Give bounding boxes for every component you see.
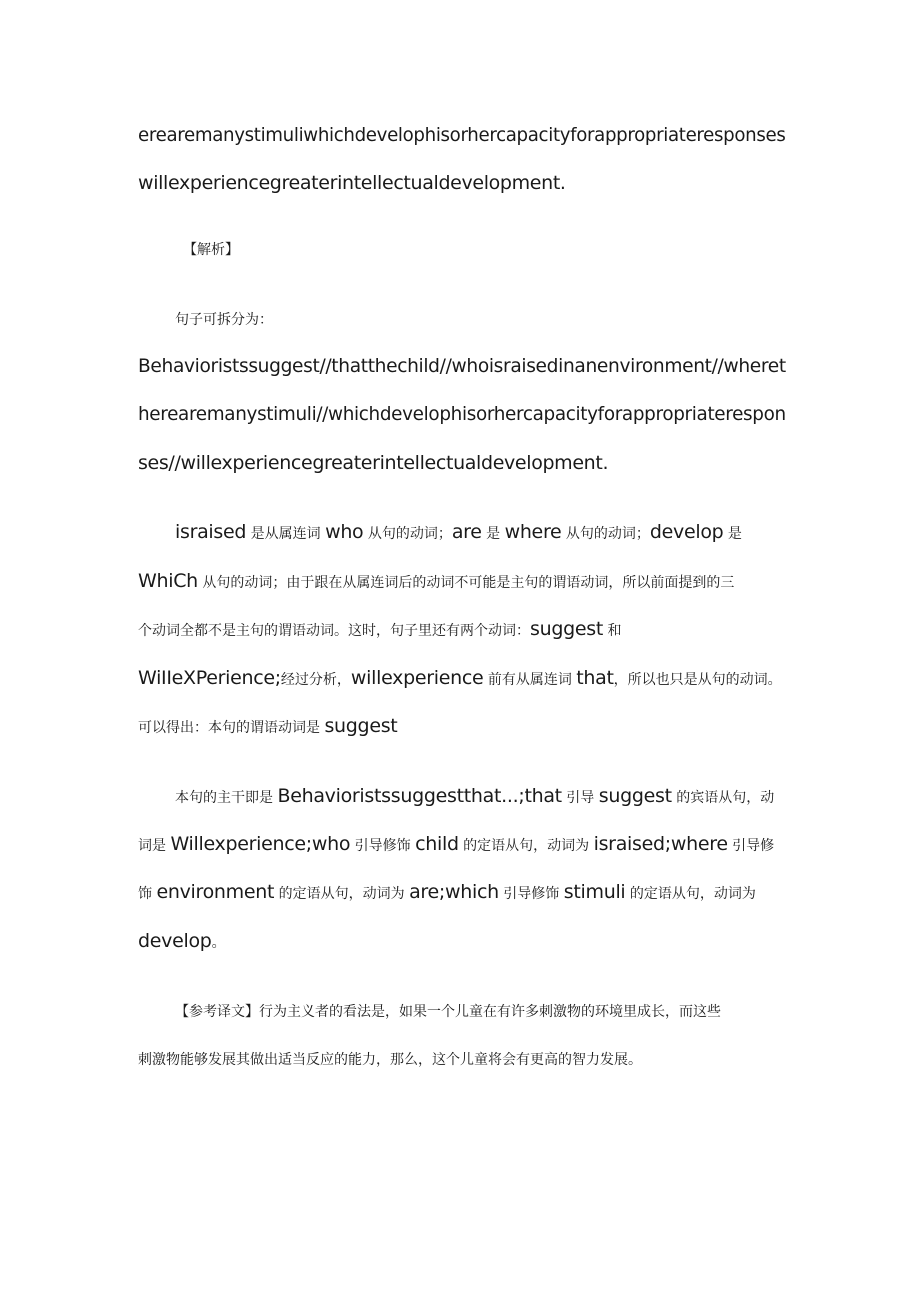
split-line-1: Behavioristssuggest//thatthechild//whoisraisedinanenvironment//wheret [138, 355, 786, 377]
main-line-3 [138, 883, 756, 902]
main-line-2 [138, 835, 774, 854]
verbs-l1-9: 是 [723, 526, 742, 542]
verbs-l1-7: 从句的动词； [561, 526, 650, 542]
main-l2-2: 引导修饰 [350, 838, 416, 854]
split-intro: 句子可拆分为： [175, 312, 273, 328]
main-l1-3: suggest [598, 785, 672, 807]
main-l3-5: stimuli [563, 881, 626, 903]
verbs-l1-8: develop [649, 521, 724, 543]
verbs-l5-0: 可以得出：本句的谓语动词是 [138, 720, 325, 736]
verbs-l3-2: 和 [603, 623, 622, 639]
intro-line-1: erearemanystimuliwhichdevelophisorhercapacityforappropriateresponses [138, 124, 786, 146]
main-line-1 [175, 787, 774, 806]
verbs-l4-1: 经过分析， [280, 672, 351, 688]
verbs-l1-1: 是从属连词 [246, 526, 326, 542]
main-l2-1: Willexperience;who [170, 833, 351, 855]
split-line-3: ses//willexperiencegreaterintellectualdevelopment. [138, 452, 609, 474]
main-l3-0: 饰 [138, 886, 157, 902]
main-l2-4: 的定语从句，动词为 [458, 838, 594, 854]
main-l2-0: 词是 [138, 838, 171, 854]
verbs-l3-0: 个动词全都不是主句的谓语动词。这时，句子里还有两个动词： [138, 623, 530, 639]
main-l2-5: israised;where [593, 833, 728, 855]
verbs-l1-4: are [451, 521, 482, 543]
translation-line-1: 【参考译文】行为主义者的看法是，如果一个儿童在有许多刺激物的环境里成长，而这些 [175, 1004, 721, 1020]
verbs-l4-2: willexperience [350, 667, 484, 689]
verbs-l4-4: that [576, 667, 614, 689]
main-l1-4: 的宾语从句，动 [671, 790, 775, 806]
verbs-l4-0: WiIIeXPerience; [138, 667, 281, 689]
verbs-line-5 [138, 717, 397, 736]
verbs-l4-5: ，所以也只是从句的动词。 [613, 672, 782, 688]
analysis-heading: 【解析】 [183, 242, 239, 258]
main-l4-1: 。 [211, 935, 226, 951]
verbs-line-2 [138, 572, 734, 591]
main-l1-2: 引导 [561, 790, 599, 806]
main-l1-0: 本句的主干即是 [175, 790, 278, 806]
verbs-l3-1: suggest [530, 618, 604, 640]
verbs-line-4 [138, 669, 782, 688]
split-line-2: herearemanystimuli//whichdevelophisorhercapacityforappropriaterespon [138, 403, 786, 425]
translation-line-2: 刺激物能够发展其做出适当反应的能力，那么，这个儿童将会有更高的智力发展。 [138, 1052, 642, 1068]
main-l3-4: 引导修饰 [498, 886, 564, 902]
verbs-l2-1: 从句的动词；由于跟在从属连词后的动词不可能是主句的谓语动词，所以前面提到的三 [197, 575, 735, 591]
main-l3-3: are;which [409, 881, 499, 903]
verbs-line-3 [138, 620, 621, 639]
main-l3-2: 的定语从句，动词为 [274, 886, 410, 902]
verbs-l1-6: where [504, 521, 562, 543]
verbs-l4-3: 前有从属连词 [483, 672, 577, 688]
verbs-l1-0: israised [175, 521, 247, 543]
verbs-l1-5: 是 [481, 526, 505, 542]
verbs-l5-1: suggest [324, 715, 398, 737]
main-l3-6: 的定语从句，动词为 [625, 886, 756, 902]
verbs-l2-0: WhiCh [138, 570, 198, 592]
main-l1-1: Behavioristssuggestthat...;that [277, 785, 562, 807]
verbs-l1-2: who [325, 521, 364, 543]
main-l4-0: develop [138, 930, 212, 952]
main-line-4 [138, 932, 226, 951]
main-l3-1: environment [156, 881, 275, 903]
main-l2-6: 引导修 [727, 838, 775, 854]
main-l2-3: child [415, 833, 459, 855]
intro-line-2: willexperiencegreaterintellectualdevelopment. [138, 172, 566, 194]
verbs-line-1 [175, 523, 742, 542]
verbs-l1-3: 从句的动词； [363, 526, 452, 542]
